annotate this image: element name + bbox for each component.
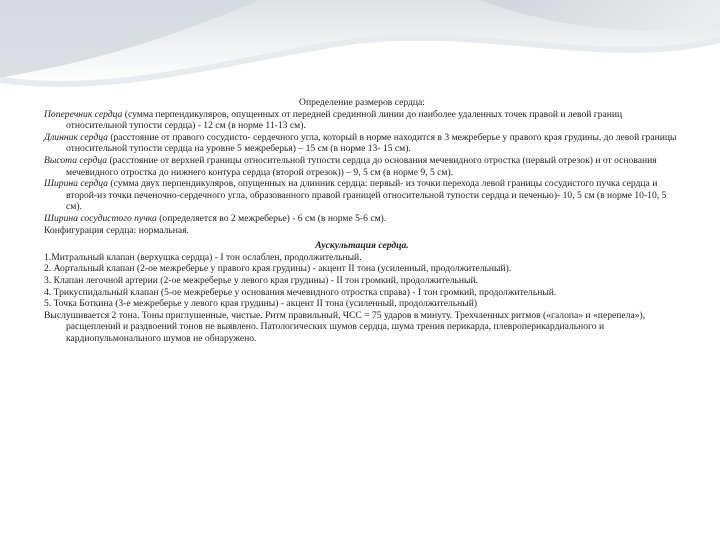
auscultation-summary: Выслушивается 2 тона. Тоны приглушенные, чистые. Ритм правильный, ЧСС = 75 ударов в минуту. Трехчленных ритмов («галопа» и «перепела»), расщеплений и раздвоений тонов не выявлено. Патологических шумов сердца, шума трения перикарда, плевроперикардиального и кардиопульмонального шумов не обнаружено. (44, 309, 646, 344)
item-text: (сумма двух перпендикуляров, опущенных на длинник сердца: первый- из точки перехода левой границы сосудистого пучка сердца и второй-из точки печеночно-сердечного угла, образованного правой границей относительной тупости сердца и печенью)- 10, 5 см (в норме 10-10, 5 см). (66, 178, 667, 213)
item-text: (сумма перпендикуляров, опущенных от передней срединной линии до наиболее удаленных точек правой и левой границ относительной тупости сердца) - 12 см (в норме 11-13 см). (66, 108, 623, 132)
auscultation-point: 4. Трикуспидальный клапан (5-ое межреберье у основания мечевидного отростка справа) - I тон громкий, продолжительный. (44, 286, 557, 298)
item-term: Высота сердца (44, 154, 108, 166)
item-term: Ширина сердца (44, 178, 108, 190)
item-text: (определяется во 2 межреберье) - 6 см (в норме 5-6 см). (156, 212, 387, 224)
item-text: (расстояние от верхней границы относительной тупости сердца до основания мечевидного отростка (первый отрезок) и от основания мечевидного отростка до нижнего контура сердца (второй отрезок)) – 9, 5 см (в норме 9, 5 см). (66, 154, 657, 178)
item-vascular (44, 213, 680, 225)
document-body (44, 97, 680, 344)
heart-configuration: Конфигурация сердца: нормальная. (44, 224, 190, 236)
auscultation-point: 1.Митральный клапан (верхушка сердца) - I тон ослаблен, продолжительный. (44, 251, 362, 263)
item-term: Ширина сосудистого пучка (44, 212, 157, 224)
item-text: (расстояние от правого сосудисто- сердечного угла, который в норме находится в 3 межреберье у правого края грудины, до левой границы относительной тупости сердца на уровне 5 межреберья) – 15 см (в норме 13- 15 см). (66, 131, 677, 155)
item-term: Длинник сердца (44, 131, 108, 143)
item-term: Поперечник сердца (44, 108, 123, 120)
auscultation-point: 2. Аортальный клапан (2-ое межреберье у правого края грудины) - акцент II тона (усиленный, продолжительный). (44, 263, 512, 275)
item-transverse (44, 109, 680, 132)
item-width (44, 178, 680, 213)
auscultation-point: 3. Клапан легочной артерии (2-ое межреберье у левого края грудины) - II тон громкий, продолжительный. (44, 274, 478, 286)
auscultation-heading: Аускультация сердца. (315, 240, 409, 252)
item-length (44, 132, 680, 155)
auscultation-point: 5. Точка Боткина (3-е межреберье у левого края грудины) - акцент II тона (усиленный, продолжительный) (44, 298, 478, 310)
heart-size-heading: Определение размеров сердца: (299, 97, 425, 108)
item-height (44, 155, 680, 178)
